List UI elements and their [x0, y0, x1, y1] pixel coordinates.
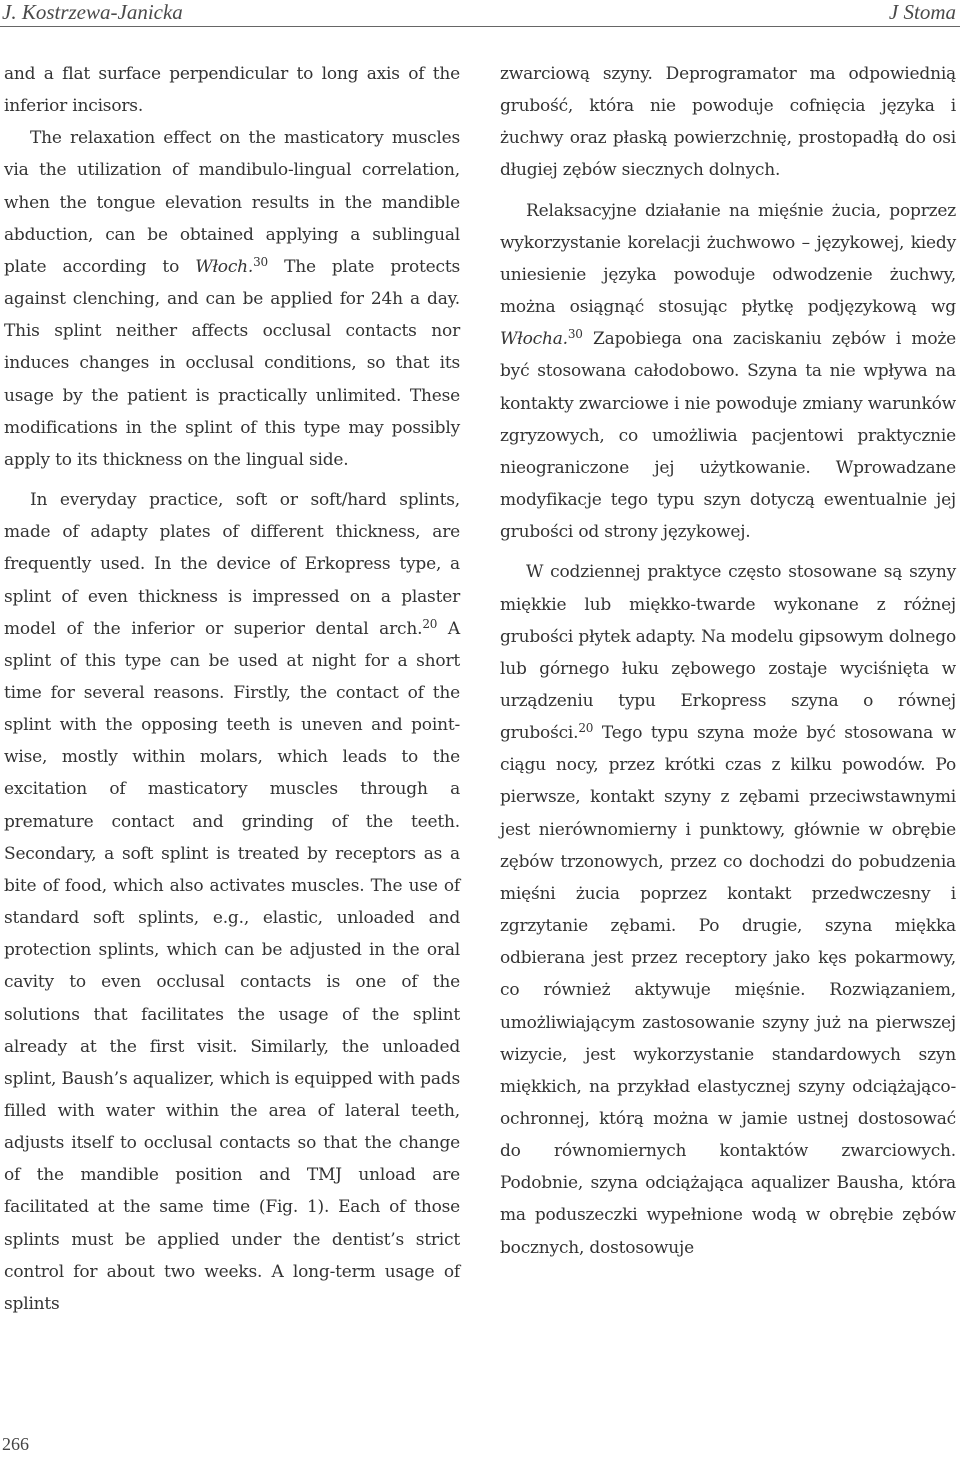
- paragraph: [500, 195, 956, 549]
- paragraph: [4, 484, 460, 1320]
- paragraph: zwarciową szyny. Deprogramator ma odpowiednią grubość, która nie powoduje cofnięcia języka i żuchwy oraz płaską powierzchnię, prostopadłą do osi długiej zębów siecznych dolnych.: [500, 64, 956, 181]
- text-run: In everyday practice, soft or soft/hard splints, made of adapty plates of different thickness, are frequently used. In the device of Erkopress type, a splint of even thickness is impressed on a plaster model of the inferior or superior dental arch.: [4, 490, 460, 639]
- english-column: [4, 58, 460, 1320]
- text-run: The plate protects against clenching, and can be applied for 24h a day. This splint neither affects occlusal contacts nor induces changes in occlusal conditions, so that its usage by the patient is practically unlimited. These modifications in the splint of this type may possibly apply to its thickness on the lingual side.: [4, 256, 460, 470]
- polish-column: [500, 58, 956, 1264]
- text-run: Tego typu szyna może być stosowana w ciągu nocy, przez krótki czas z kilku powodów. Po pierwsze, kontakt szyny z zębami przeciwstawnymi jest nierównomierny i punktowy, głównie w obrębie zębów trzonowych, przez co dochodzi do pobudzenia mięśni żucia poprzez kontakt przedwczesny i zgrzytanie zębami. Po drugie, szyna miękka odbierana jest przez receptory jako kęs pokarmowy, co również aktywuje mięśnie. Rozwiązaniem, umożliwiającym zastosowanie szyny już na pierwszej wizycie, jest wykorzystanie standardowych szyn miękkich, na przykład elastycznej szyny odciążająco-ochronnej, którą można w jamie ustnej dostosować do równomiernych kontaktów zwarciowych. Podobnie, szyna odciążająca aqualizer Bausha, która ma poduszeczki wypełnione wodą w obrębie zębów bocznych, dostosowuje: [500, 723, 956, 1258]
- text-run: The relaxation effect on the masticatory muscles via the utilization of mandibulo-lingual correlation, when the tongue elevation results in the mandible abduction, can be obtained applying a sublingual plate according to: [4, 128, 460, 277]
- paragraph: [4, 122, 460, 476]
- paragraph: and a flat surface perpendicular to long axis of the inferior incisors.: [4, 64, 460, 117]
- text-run: W codziennej praktyce często stosowane są szyny miękkie lub miękko-twarde wykonane z różnej grubości płytek adapty. Na modelu gipsowym dolnego lub górnego łuku zębowego zostaje wyciśnięta w urządzeniu typu Erkopress szyna o równej grubości.: [500, 562, 956, 744]
- author-citation: Włocha.: [500, 329, 568, 350]
- author-citation: Włoch.: [195, 256, 254, 277]
- text-run: A splint of this type can be used at night for a short time for several reasons. Firstly, the contact of the splint with the opposing teeth is uneven and point-wise, mostly within molars, which leads to the excitation of masticatory muscles through a premature contact and grinding of the teeth. Secondary, a soft splint is treated by receptors as a bite of food, which also activates muscles. The use of standard soft splints, e.g., elastic, unloaded and protection splints, which can be adjusted in the oral cavity to even occlusal contacts is one of the solutions that facilitates the usage of the splint already at the first visit. Similarly, the unloaded splint, Baush’s aqualizer, which is equipped with pads filled with water within the area of lateral teeth, adjusts itself to occlusal contacts so that the change of the mandible position and TMJ unload are facilitated at the same time (Fig. 1). Each of those splints must be applied under the dentist’s strict control for about two weeks. A long-term usage of splints: [4, 618, 460, 1314]
- running-header: [0, 0, 960, 27]
- header-journal: J Stoma: [888, 0, 956, 24]
- reference-number: 30: [567, 327, 583, 342]
- text-run: Relaksacyjne działanie na mięśnie żucia, poprzez wykorzystanie korelacji żuchwowo – językowej, kiedy uniesienie języka powoduje odwodzenie żuchwy, można osiągnąć stosując płytkę podjęzykową wg: [500, 200, 956, 318]
- text-run: Zapobiega ona zaciskaniu zębów i może być stosowana całodobowo. Szyna ta nie wpływa na kontakty zwarciowe i nie powoduje zmiany warunków zgryzowych, co umożliwia pacjentowi praktycznie nieograniczone jej użytkowanie. Wprowadzane modyfikacje tego typu szyn dotyczą ewentualnie jej grubości od strony językowej.: [500, 329, 956, 543]
- paragraph: [500, 556, 956, 1263]
- header-author: J. Kostrzewa-Janicka: [2, 0, 183, 24]
- reference-number: 20: [422, 616, 438, 631]
- page-number: 266: [2, 1434, 29, 1454]
- reference-number: 20: [578, 721, 594, 736]
- reference-number: 30: [253, 254, 268, 269]
